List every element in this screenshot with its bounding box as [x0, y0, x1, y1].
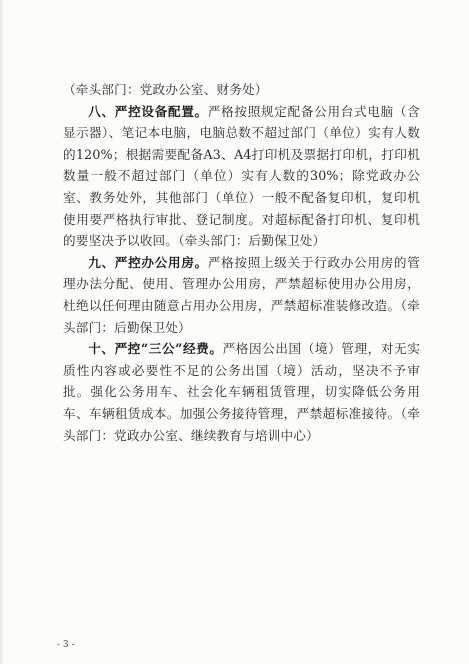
paragraph-body: （牵头部门：党政办公室、财务处）	[63, 82, 268, 97]
paragraph-lead-department	[63, 79, 420, 101]
paragraph-three-expenses	[63, 338, 420, 446]
section-heading: 九、严控办公用房。	[88, 254, 208, 270]
paragraph-equipment	[63, 101, 420, 252]
section-heading: 十、严控“三公”经费。	[88, 341, 223, 357]
paragraph-office-space	[63, 252, 420, 338]
paragraph-body: 严格按照上级关于行政办公用房的管理办法分配、使用、管理办公用房，严禁超标使用办公用房，杜绝以任何理由随意占用办公用房，严禁超标准装修改造。（牵头部门：后勤保卫处）	[63, 254, 420, 335]
document-body	[63, 79, 420, 446]
section-heading: 八、严控设备配置。	[88, 103, 208, 119]
paragraph-body: 严格按照规定配备公用台式电脑（含显示器）、笔记本电脑，电脑总数不超过部门（单位）实有人数的120%；根据需要配备A3、A4打印机及票据打印机，打印机数量一般不超过部门（单位）实有人数的30%；除党政办公室、教务处外，其他部门（单位）一般不配备复印机，复印机使用要严格执行审批、登记制度。对超标配备打印机、复印机的要坚决予以收回。（牵头部门：后勤保卫处）	[63, 103, 420, 249]
scan-edge-shadow	[0, 0, 4, 664]
page-number: - 3 -	[57, 640, 75, 650]
paragraph-body: 严格因公出国（境）管理，对无实质性内容或必要性不足的公务出国（境）活动，坚决不予审批。强化公务用车、社会化车辆租赁管理，切实降低公务用车、车辆租赁成本。加强公务接待管理，严禁超标准接待。（牵头部门：党政办公室、继续教育与培训中心）	[63, 341, 420, 443]
